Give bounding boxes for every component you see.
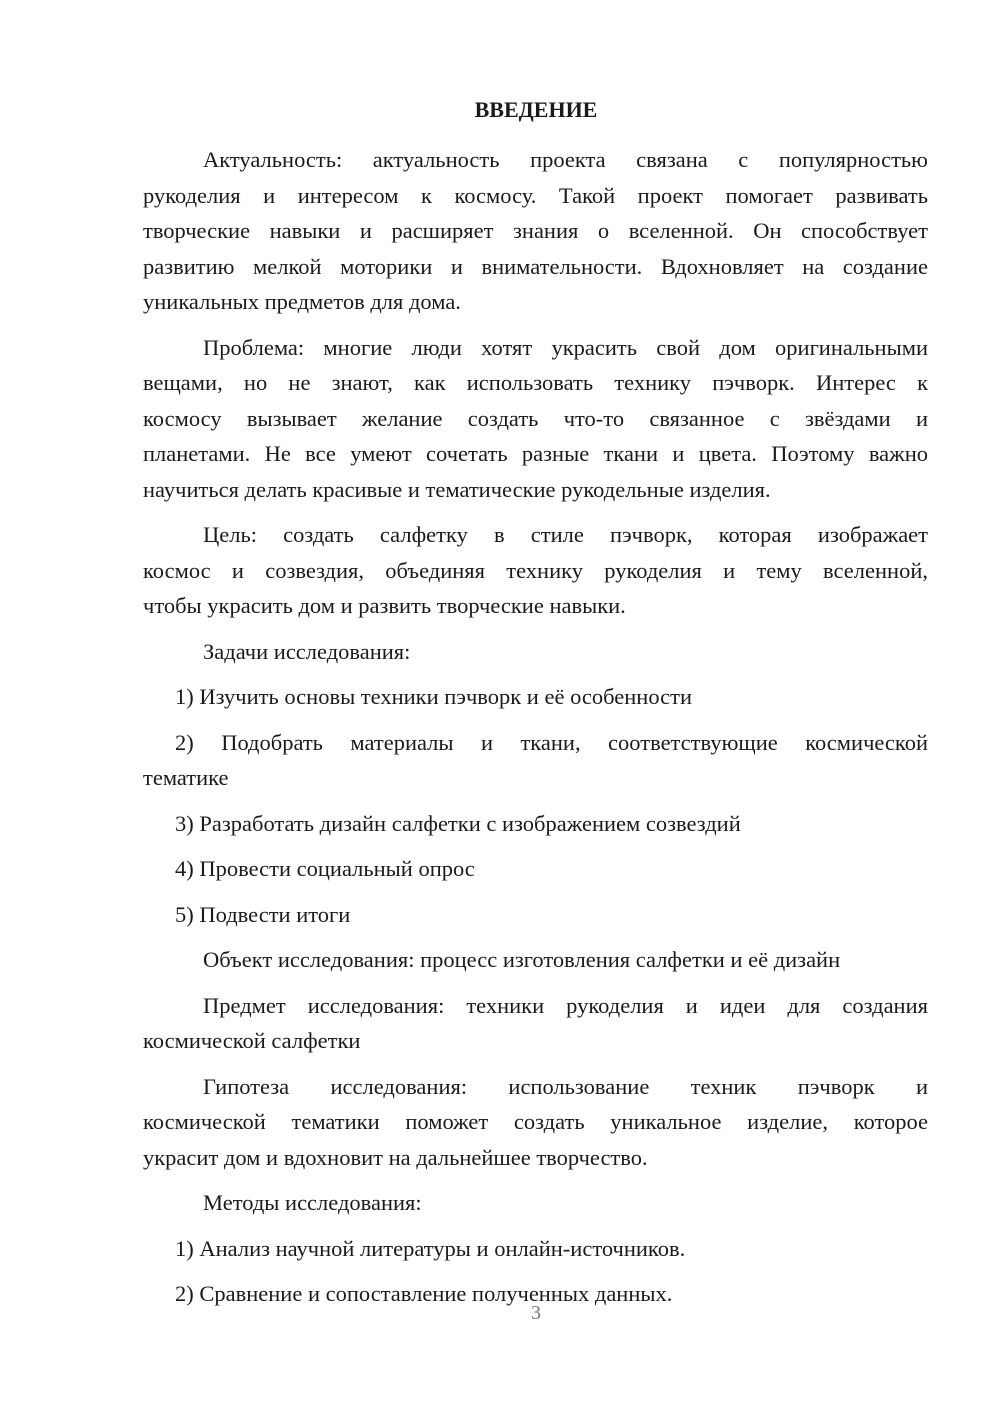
paragraph (143, 988, 928, 1059)
text-line: 3) Разработать дизайн салфетки с изображением созвездий (175, 810, 741, 836)
text-line: рукоделия и интересом к космосу. Такой проект помогает развивать (143, 182, 928, 208)
text-line: Цель: создать салфетку в стиле пэчворк, которая изображает (203, 522, 928, 547)
paragraph (143, 142, 928, 320)
text-line: украсит дом и вдохновит на дальнейшее творчество. (143, 1144, 648, 1170)
text-line: 1) Изучить основы техники пэчворк и её особенности (175, 684, 693, 709)
text-line: 1) Анализ научной литературы и онлайн-источников. (175, 1235, 686, 1261)
text-line: космической тематики поможет создать уникальное изделие, которое (143, 1109, 928, 1134)
page-number: 3 (531, 1302, 541, 1324)
text-line: Гипотеза исследования: использование техник пэчворк и (203, 1073, 928, 1099)
text-line: космосу вызывает желание создать что-то связанное с звёздами и (143, 405, 928, 431)
list-item (143, 897, 928, 933)
text-line: Объект исследования: процесс изготовления салфетки и её дизайн (203, 947, 841, 972)
document-body (143, 142, 928, 1322)
text-line: Предмет исследования: техники рукоделия и идеи для создания (203, 992, 928, 1018)
text-line: Методы исследования: (203, 1190, 422, 1215)
text-line: 2) Сравнение и сопоставление полученных данных. (175, 1281, 673, 1306)
list-item (143, 1231, 928, 1267)
paragraph (143, 1069, 928, 1176)
text-line: 2) Подобрать материалы и ткани, соответствующие космической (175, 729, 928, 755)
paragraph (143, 942, 928, 978)
text-line: планетами. Не все умеют сочетать разные ткани и цвета. Поэтому важно (143, 441, 928, 466)
text-line: творческие навыки и расширяет знания о вселенной. Он способствует (143, 218, 928, 243)
text-line: тематике (143, 765, 229, 790)
text-line: 5) Подвести итоги (175, 901, 351, 927)
paragraph (143, 517, 928, 624)
text-line: 4) Провести социальный опрос (175, 856, 475, 881)
text-line: чтобы украсить дом и развить творческие навыки. (143, 593, 626, 618)
list-item (143, 806, 928, 842)
paragraph (143, 330, 928, 508)
paragraph (143, 634, 928, 670)
text-line: Проблема: многие люди хотят украсить свой дом оригинальными (203, 334, 928, 360)
text-line: Актуальность: актуальность проекта связана с популярностью (203, 147, 928, 172)
text-line: Задачи исследования: (203, 638, 411, 664)
paragraph (143, 1185, 928, 1221)
text-line: научиться делать красивые и тематические рукодельные изделия. (143, 476, 771, 502)
text-line: космос и созвездия, объединяя технику рукоделия и тему вселенной, (143, 557, 928, 583)
list-item (143, 851, 928, 887)
text-line: уникальных предметов для дома. (143, 289, 461, 314)
text-line: развитию мелкой моторики и внимательности. Вдохновляет на создание (143, 253, 928, 279)
text-line: вещами, но не знают, как использовать технику пэчворк. Интерес к (143, 370, 928, 395)
list-item (143, 725, 928, 796)
page-title: ВВЕДЕНИЕ (474, 97, 598, 122)
list-item (143, 679, 928, 715)
text-line: космической салфетки (143, 1028, 361, 1053)
